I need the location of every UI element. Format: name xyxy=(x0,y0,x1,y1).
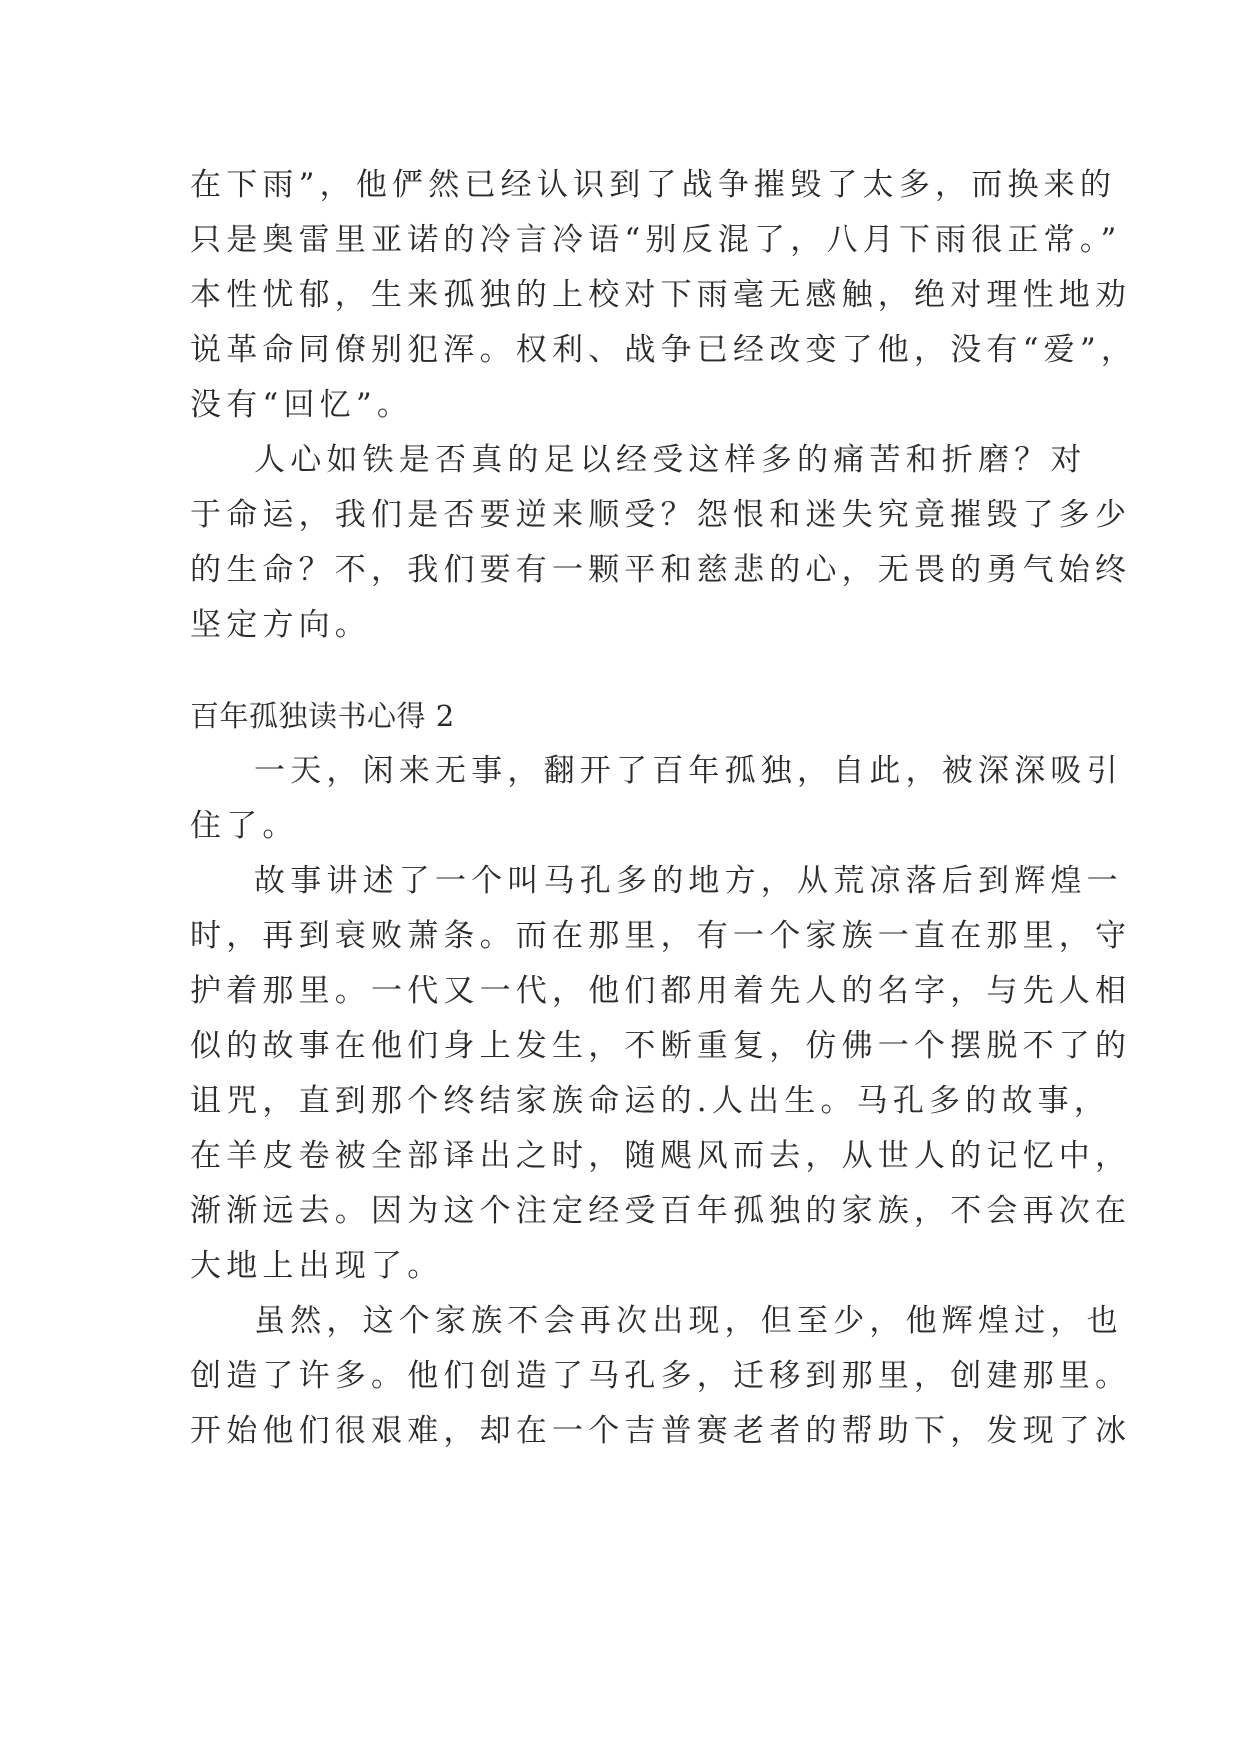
text-line: 时，再到衰败萧条。而在那里，有一个家族一直在那里，守 xyxy=(190,918,1132,954)
text-line: 住了。 xyxy=(190,808,299,844)
text-line: 诅咒，直到那个终结家族命运的.人出生。马孔多的故事， xyxy=(190,1083,1111,1119)
text-line: 故事讲述了一个叫马孔多的地方，从荒凉落后到辉煌一 xyxy=(254,863,1123,899)
text-line: 人心如铁是否真的足以经受这样多的痛苦和折磨？对 xyxy=(254,442,1087,478)
text-line: 创造了许多。他们创造了马孔多，迁移到那里，创建那里。 xyxy=(190,1358,1132,1394)
text-line: 似的故事在他们身上发生，不断重复，仿佛一个摆脱不了的 xyxy=(190,1028,1132,1064)
text-line: 渐渐远去。因为这个注定经受百年孤独的家族，不会再次在 xyxy=(190,1193,1132,1229)
text-line: 只是奥雷里亚诺的冷言冷语“别反混了，八月下雨很正常。” xyxy=(190,222,1122,258)
section-heading: 百年孤独读书心得 2 xyxy=(190,699,455,733)
text-line: 在下雨”，他俨然已经认识到了战争摧毁了太多，而换来的 xyxy=(190,167,1117,203)
text-line: 坚定方向。 xyxy=(190,607,371,643)
text-line: 一天，闲来无事，翻开了百年孤独，自此，被深深吸引 xyxy=(254,753,1123,789)
text-line: 说革命同僚别犯浑。权利、战争已经改变了他，没有“爱”， xyxy=(190,332,1138,368)
text-line: 虽然，这个家族不会再次出现，但至少，他辉煌过，也 xyxy=(254,1303,1123,1339)
text-line: 没有“回忆”。 xyxy=(190,387,414,423)
text-line: 大地上出现了。 xyxy=(190,1248,444,1284)
text-line: 本性忧郁，生来孤独的上校对下雨毫无感触，绝对理性地劝 xyxy=(190,277,1132,313)
text-line: 护着那里。一代又一代，他们都用着先人的名字，与先人相 xyxy=(190,973,1132,1009)
text-line: 的生命？不，我们要有一颗平和慈悲的心，无畏的勇气始终 xyxy=(190,552,1132,588)
text-line: 于命运，我们是否要逆来顺受？怨恨和迷失究竟摧毁了多少 xyxy=(190,497,1132,533)
text-line: 在羊皮卷被全部译出之时，随飓风而去，从世人的记忆中， xyxy=(190,1138,1132,1174)
text-line: 开始他们很艰难，却在一个吉普赛老者的帮助下，发现了冰 xyxy=(190,1413,1132,1449)
